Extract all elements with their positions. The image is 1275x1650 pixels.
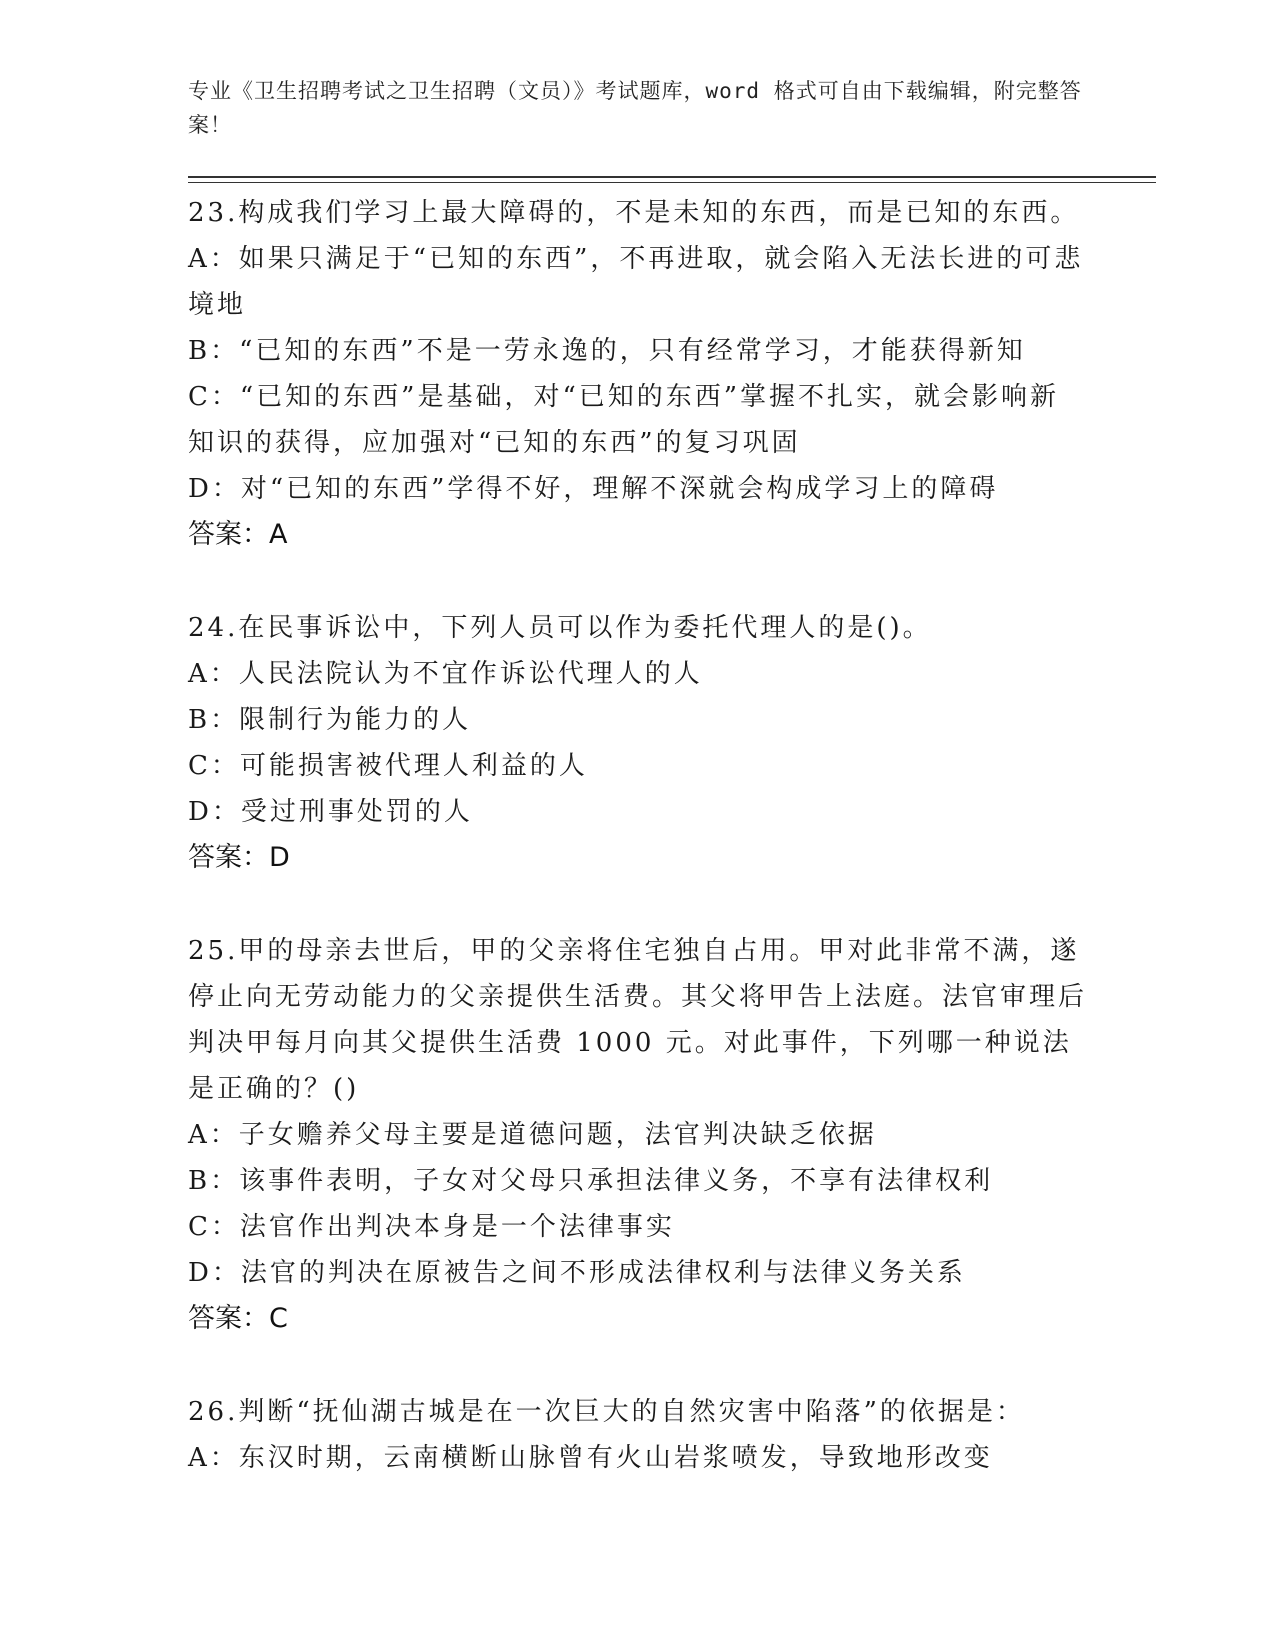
answer-label: 答案：A: [188, 519, 288, 550]
question-23: [188, 190, 1088, 558]
option-c: C：“已知的东西”是基础，对“已知的东西”掌握不扎实，就会影响新知识的获得，应加强对“已知的东西”的复习巩固: [188, 382, 1060, 458]
option-a: A：如果只满足于“已知的东西”，不再进取，就会陷入无法长进的可悲境地: [188, 244, 1084, 320]
answer-label: 答案：C: [188, 1303, 288, 1334]
question-stem: 24.在民事诉讼中，下列人员可以作为委托代理人的是()。: [188, 613, 932, 643]
question-stem: 26.判断“抚仙湖古城是在一次巨大的自然灾害中陷落”的依据是：: [188, 1397, 1025, 1427]
question-24: [188, 605, 1088, 881]
option-c: C：可能损害被代理人利益的人: [188, 751, 588, 781]
option-b: B：“已知的东西”不是一劳永逸的，只有经常学习，才能获得新知: [188, 336, 1026, 366]
option-a: A：人民法院认为不宜作诉讼代理人的人: [188, 659, 703, 689]
question-26: [188, 1389, 1088, 1481]
option-b: B：限制行为能力的人: [188, 705, 472, 735]
question-25: [188, 928, 1088, 1342]
question-stem: 23.构成我们学习上最大障碍的，不是未知的东西，而是已知的东西。: [188, 198, 1080, 228]
answer-label: 答案：D: [188, 842, 290, 873]
option-b: B：该事件表明，子女对父母只承担法律义务，不享有法律权利: [188, 1166, 994, 1196]
option-d: D：对“已知的东西”学得不好，理解不深就会构成学习上的障碍: [188, 474, 999, 504]
question-list: [188, 190, 1088, 1528]
option-d: D：受过刑事处罚的人: [188, 797, 473, 827]
option-a: A：子女赡养父母主要是道德问题，法官判决缺乏依据: [188, 1120, 877, 1150]
document-header: 专业《卫生招聘考试之卫生招聘（文员）》考试题库，word 格式可自由下载编辑，附完整答案！: [188, 79, 1082, 137]
option-c: C：法官作出判决本身是一个法律事实: [188, 1212, 675, 1242]
header-divider-thin: [188, 182, 1156, 183]
option-d: D：法官的判决在原被告之间不形成法律权利与法律义务关系: [188, 1258, 966, 1288]
question-stem: 25.甲的母亲去世后，甲的父亲将住宅独自占用。甲对此非常不满，遂停止向无劳动能力的父亲提供生活费。其父将甲告上法庭。法官审理后判决甲每月向其父提供生活费 1000 元。对此事件，下列哪一种说法是正确的？(): [188, 936, 1088, 1104]
option-a: A：东汉时期，云南横断山脉曾有火山岩浆喷发，导致地形改变: [188, 1443, 993, 1473]
header-divider-thick: [188, 176, 1156, 178]
